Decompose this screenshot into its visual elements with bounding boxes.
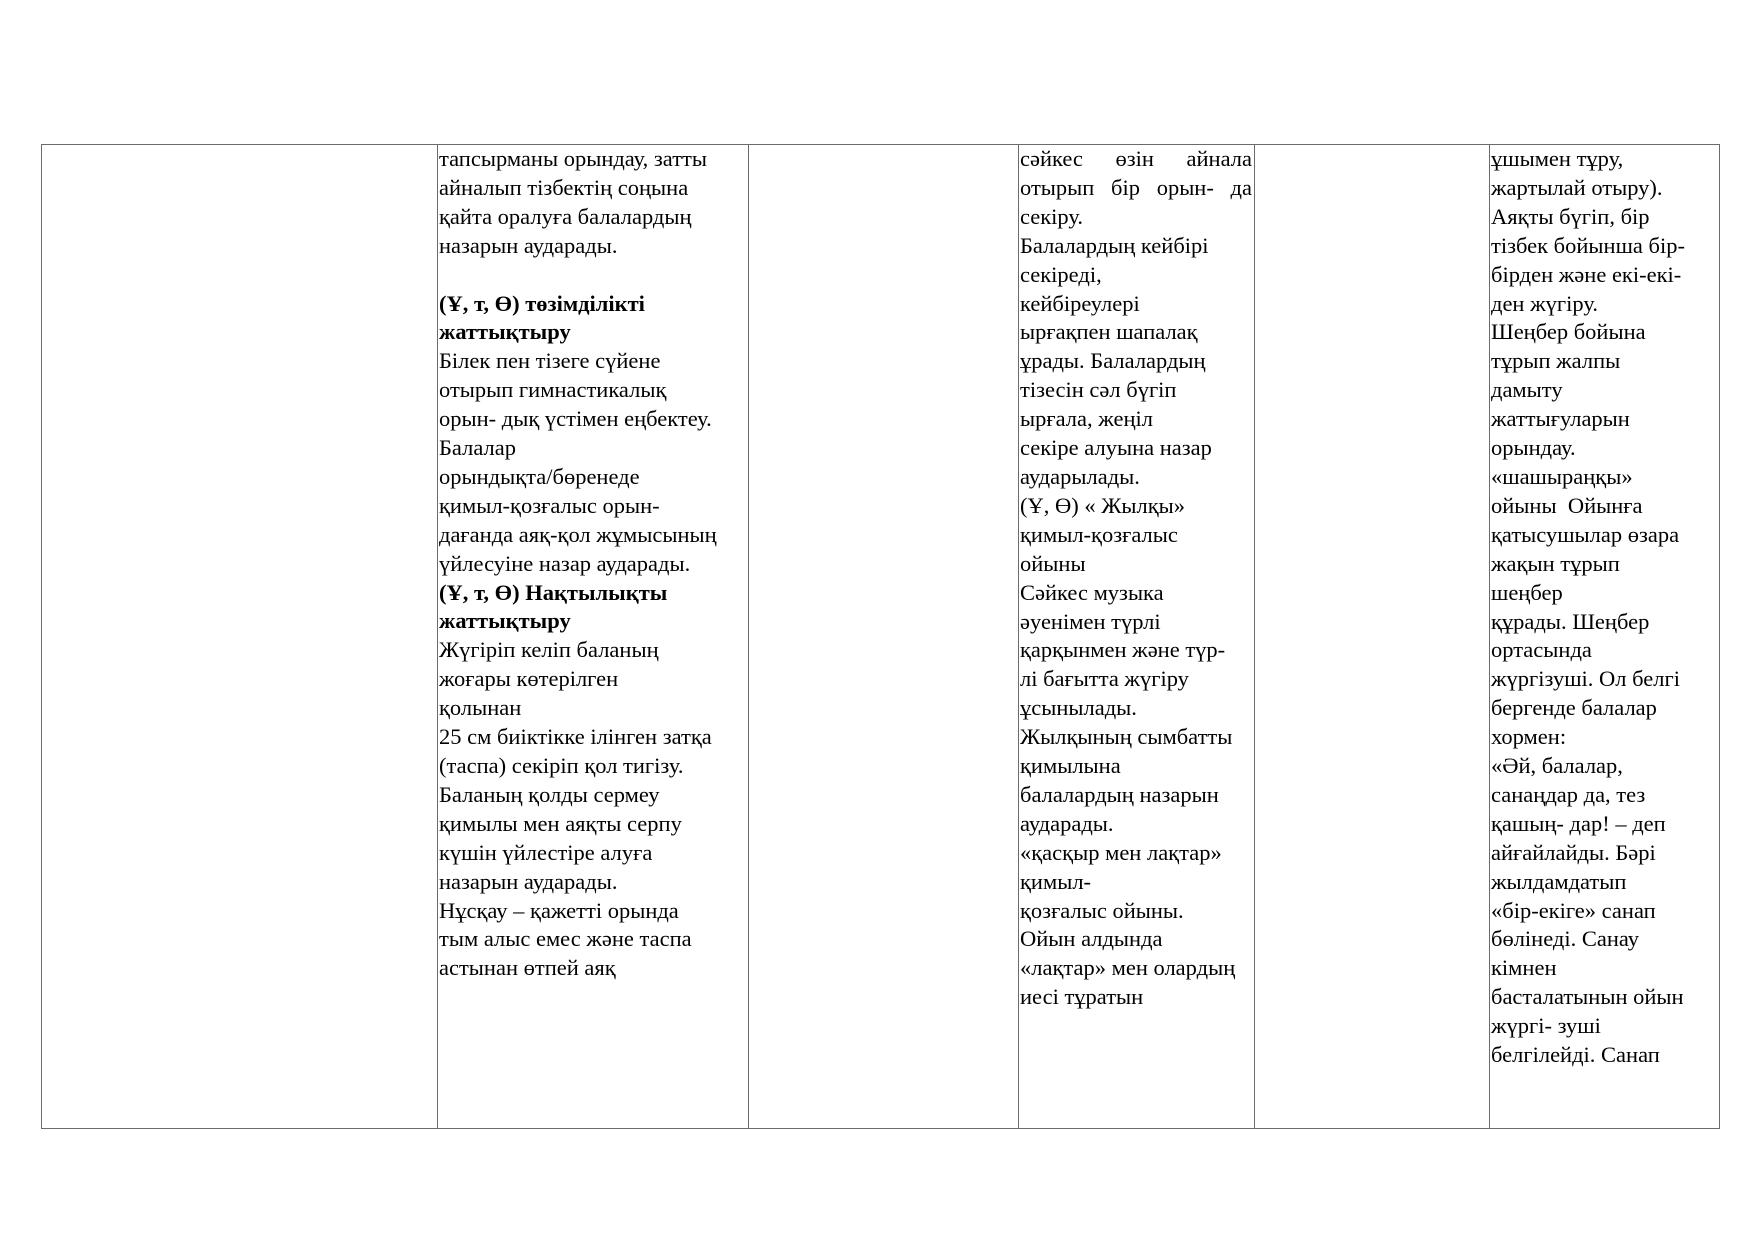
table-cell-col6 <box>1490 145 1720 1129</box>
col2-line: қимыл-қозғалыс орын- <box>439 492 660 518</box>
col6-line: хормен: <box>1491 724 1567 750</box>
col2-line: назарын аударады. <box>439 868 618 894</box>
col6-line: дамыту <box>1491 377 1563 403</box>
col4-line: қимыл-қозғалыс <box>1020 521 1178 547</box>
plan-table <box>41 144 1720 1129</box>
col6-line: бірден және екі-екі- <box>1491 261 1682 287</box>
table-row <box>42 145 1720 1129</box>
col6-line: жүргі- зуші <box>1491 1013 1601 1039</box>
col4-line: қимыл- <box>1020 868 1092 894</box>
col4-line: аударады. <box>1020 810 1114 836</box>
col2-line: дағанда аяқ-қол жұмысының <box>439 521 717 547</box>
col6-line: Шеңбер бойына <box>1491 319 1646 345</box>
col6-line: санаңдар да, тез <box>1491 781 1646 807</box>
col6-line: «шашыраңқы» <box>1491 463 1633 489</box>
col2-line: (таспа) секіріп қол тигізу. <box>439 753 684 779</box>
col4-line: секіреді, <box>1020 261 1102 287</box>
col2-line: 25 см биіктікке ілінген затқа <box>439 724 712 750</box>
col2-line: күшін үйлестіре алуға <box>439 839 653 865</box>
col4-text <box>1019 145 1254 1012</box>
col2-line: тым алыс емес және таспа <box>439 926 692 952</box>
table-cell-col1 <box>42 145 438 1129</box>
col6-line: басталатынын ойын <box>1491 984 1684 1010</box>
col4-line: сәйкес өзін айнала <box>1020 146 1252 171</box>
col2-line: қайта оралуға балалардың <box>439 203 692 229</box>
table-cell-col2 <box>438 145 749 1129</box>
col4-line: тізесін сәл бүгіп <box>1020 377 1177 403</box>
col4-line: «лақтар» мен олардың <box>1020 955 1236 981</box>
col6-line: жылдамдатып <box>1491 868 1627 894</box>
col6-line: ойыны Ойынға <box>1491 492 1643 518</box>
col6-line: жартылай отыру). <box>1491 174 1663 200</box>
table-cell-col5 <box>1255 145 1490 1129</box>
col6-line: орындау. <box>1491 435 1576 461</box>
table-cell-col4 <box>1019 145 1255 1129</box>
col6-line: жүргізуші. Ол белгі <box>1491 666 1680 692</box>
col2-line: тапсырманы орындау, затты <box>439 146 707 171</box>
col2-line: назарын аударады. <box>439 232 618 258</box>
col2-line <box>439 261 748 290</box>
col4-line: кейбіреулері <box>1020 290 1140 316</box>
col4-line: Жылқының сымбатты <box>1020 724 1233 750</box>
col4-line: «қасқыр мен лақтар» <box>1020 839 1222 865</box>
col2-line: айналып тізбектің соңына <box>439 174 689 200</box>
col4-line: қозғалыс ойыны. <box>1020 897 1184 923</box>
col4-line: ұрады. Балалардың <box>1020 348 1206 374</box>
col2-line: орындықта/бөренеде <box>439 463 640 489</box>
col4-line: секіре алуына назар <box>1020 435 1212 461</box>
col6-line: бөлінеді. Санау <box>1491 926 1639 952</box>
col4-line: отырып бір орын- да <box>1020 174 1252 200</box>
col2-line: жаттықтыру <box>439 319 571 345</box>
col6-line: айғайлайды. Бәрі <box>1491 839 1656 865</box>
col4-line: аударылады. <box>1020 463 1140 489</box>
col2-line: Баланың қолды сермеу <box>439 781 660 807</box>
col4-line: балалардың назарын <box>1020 781 1219 807</box>
col4-line: секіру. <box>1020 203 1084 229</box>
col4-line: қимылына <box>1020 753 1121 779</box>
col6-line: шеңбер <box>1491 579 1563 605</box>
col6-line: ұшымен тұру, <box>1491 146 1624 171</box>
col4-line: ырғала, жеңіл <box>1020 406 1154 432</box>
col2-line: қимылы мен аяқты серпу <box>439 810 682 836</box>
col6-line: бергенде балалар <box>1491 695 1657 721</box>
col6-line: ден жүгіру. <box>1491 290 1598 316</box>
col6-line: жаттығуларын <box>1491 406 1630 432</box>
col2-line: Балалар <box>439 435 516 461</box>
col6-line: қашың- дар! – деп <box>1491 810 1666 836</box>
col2-line: үйлесуіне назар аударады. <box>439 550 691 576</box>
col4-line: әуенімен түрлі <box>1020 608 1161 634</box>
col4-line: иесі тұратын <box>1020 984 1144 1010</box>
col4-line: Ойын алдында <box>1020 926 1163 952</box>
col2-line: орын- дық үстімен еңбектеу. <box>439 406 712 432</box>
col2-line: Жүгіріп келіп баланың <box>439 637 659 663</box>
col4-line: Балалардың кейбірі <box>1020 232 1209 258</box>
col4-line: ойыны <box>1020 550 1086 576</box>
col6-line: «Әй, балалар, <box>1491 753 1623 779</box>
col6-line: белгілейді. Санап <box>1491 1042 1660 1068</box>
col6-line: ортасында <box>1491 637 1592 663</box>
col4-line: қарқынмен және түр- <box>1020 637 1226 663</box>
col2-line: астынан өтпей аяқ <box>439 955 616 981</box>
col4-line: лі бағытта жүгіру <box>1020 666 1189 692</box>
col4-line: Сәйкес музыка <box>1020 579 1164 605</box>
col2-line: жоғары көтерілген <box>439 666 619 692</box>
col4-line: ырғақпен шапалақ <box>1020 319 1198 345</box>
table-cell-col3 <box>749 145 1019 1129</box>
col6-text <box>1490 145 1719 1070</box>
col6-line: тізбек бойынша бір- <box>1491 232 1685 258</box>
col2-line: Білек пен тізеге сүйене <box>439 348 661 374</box>
col2-line: (Ұ, т, Ө) төзімділікті <box>439 290 645 316</box>
col6-line: жақын тұрып <box>1491 550 1620 576</box>
col6-line: қатысушылар өзара <box>1491 521 1680 547</box>
col2-line: жаттықтыру <box>439 608 571 634</box>
col6-line: «бір-екіге» санап <box>1491 897 1656 923</box>
col4-line: (Ұ, Ө) « Жылқы» <box>1020 492 1186 518</box>
col6-line: тұрып жалпы <box>1491 348 1621 374</box>
col2-text <box>438 145 748 983</box>
col6-line: құрады. Шеңбер <box>1491 608 1650 634</box>
col2-line: (Ұ, т, Ө) Нақтылықты <box>439 579 668 605</box>
col6-line: Аяқты бүгіп, бір <box>1491 203 1650 229</box>
col2-line: Нұсқау – қажетті орында <box>439 897 679 923</box>
col4-line: ұсынылады. <box>1020 695 1137 721</box>
col2-line: отырып гимнастикалық <box>439 377 667 403</box>
col2-line: қолынан <box>439 695 522 721</box>
col6-line: кімнен <box>1491 955 1557 981</box>
